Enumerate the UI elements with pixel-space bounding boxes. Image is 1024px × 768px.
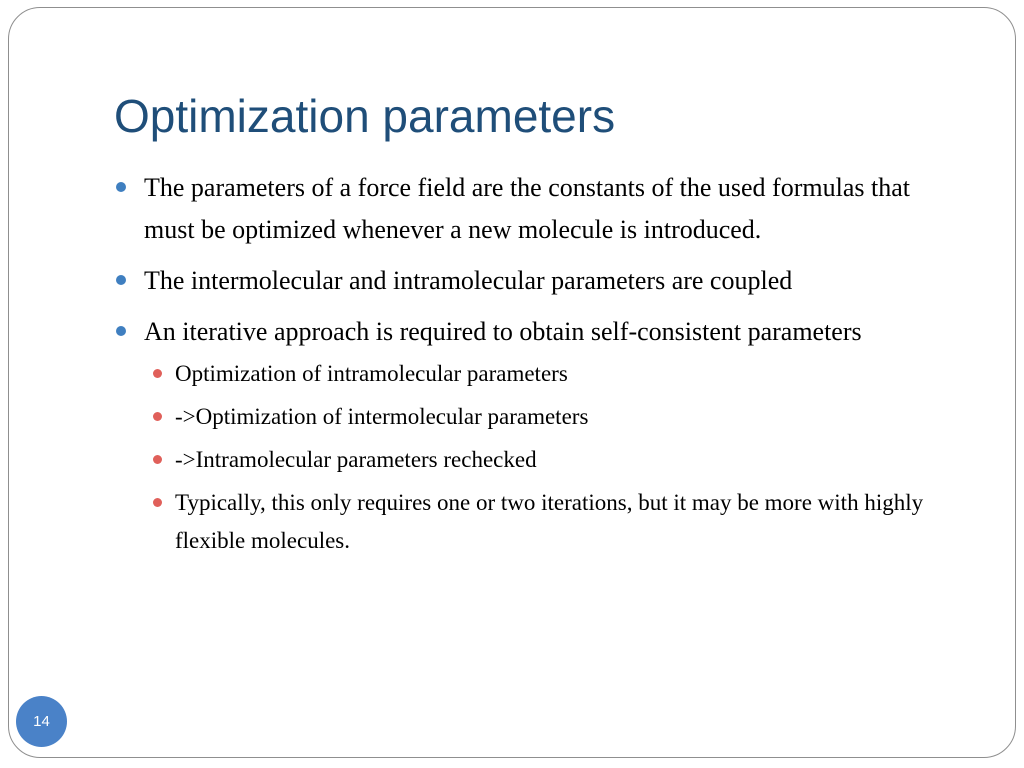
sub-bullet-text: Optimization of intramolecular parameters (175, 361, 568, 386)
sub-bullet-dot-icon (153, 498, 162, 507)
bullet-list (113, 167, 963, 560)
bullet-text: An iterative approach is required to obtain self-consistent parameters (144, 317, 862, 346)
page-number-badge: 14 (16, 696, 67, 747)
bullet-text: The intermolecular and intramolecular parameters are coupled (144, 266, 793, 295)
sub-bullet-item (144, 398, 963, 436)
sub-bullet-dot-icon (153, 369, 162, 378)
sub-bullet-text: ->Optimization of intermolecular parameters (175, 404, 589, 429)
slide-content (113, 167, 963, 569)
sub-bullet-text: ->Intramolecular parameters rechecked (175, 447, 537, 472)
bullet-item (113, 167, 963, 251)
sub-bullet-item (144, 355, 963, 393)
bullet-item (113, 260, 963, 302)
bullet-dot-icon (116, 275, 126, 285)
sub-bullet-item (144, 441, 963, 479)
sub-bullet-dot-icon (153, 412, 162, 421)
slide-title: Optimization parameters (114, 90, 616, 142)
bullet-text: The parameters of a force field are the constants of the used formulas that must be optimized whenever a new molecule is introduced. (144, 173, 910, 244)
bullet-item (113, 311, 963, 560)
sub-bullet-text: Typically, this only requires one or two iterations, but it may be more with highly flexible molecules. (175, 490, 924, 553)
sub-bullet-list (144, 355, 963, 560)
bullet-dot-icon (116, 326, 126, 336)
sub-bullet-dot-icon (153, 455, 162, 464)
bullet-dot-icon (116, 182, 126, 192)
sub-bullet-item (144, 484, 963, 560)
